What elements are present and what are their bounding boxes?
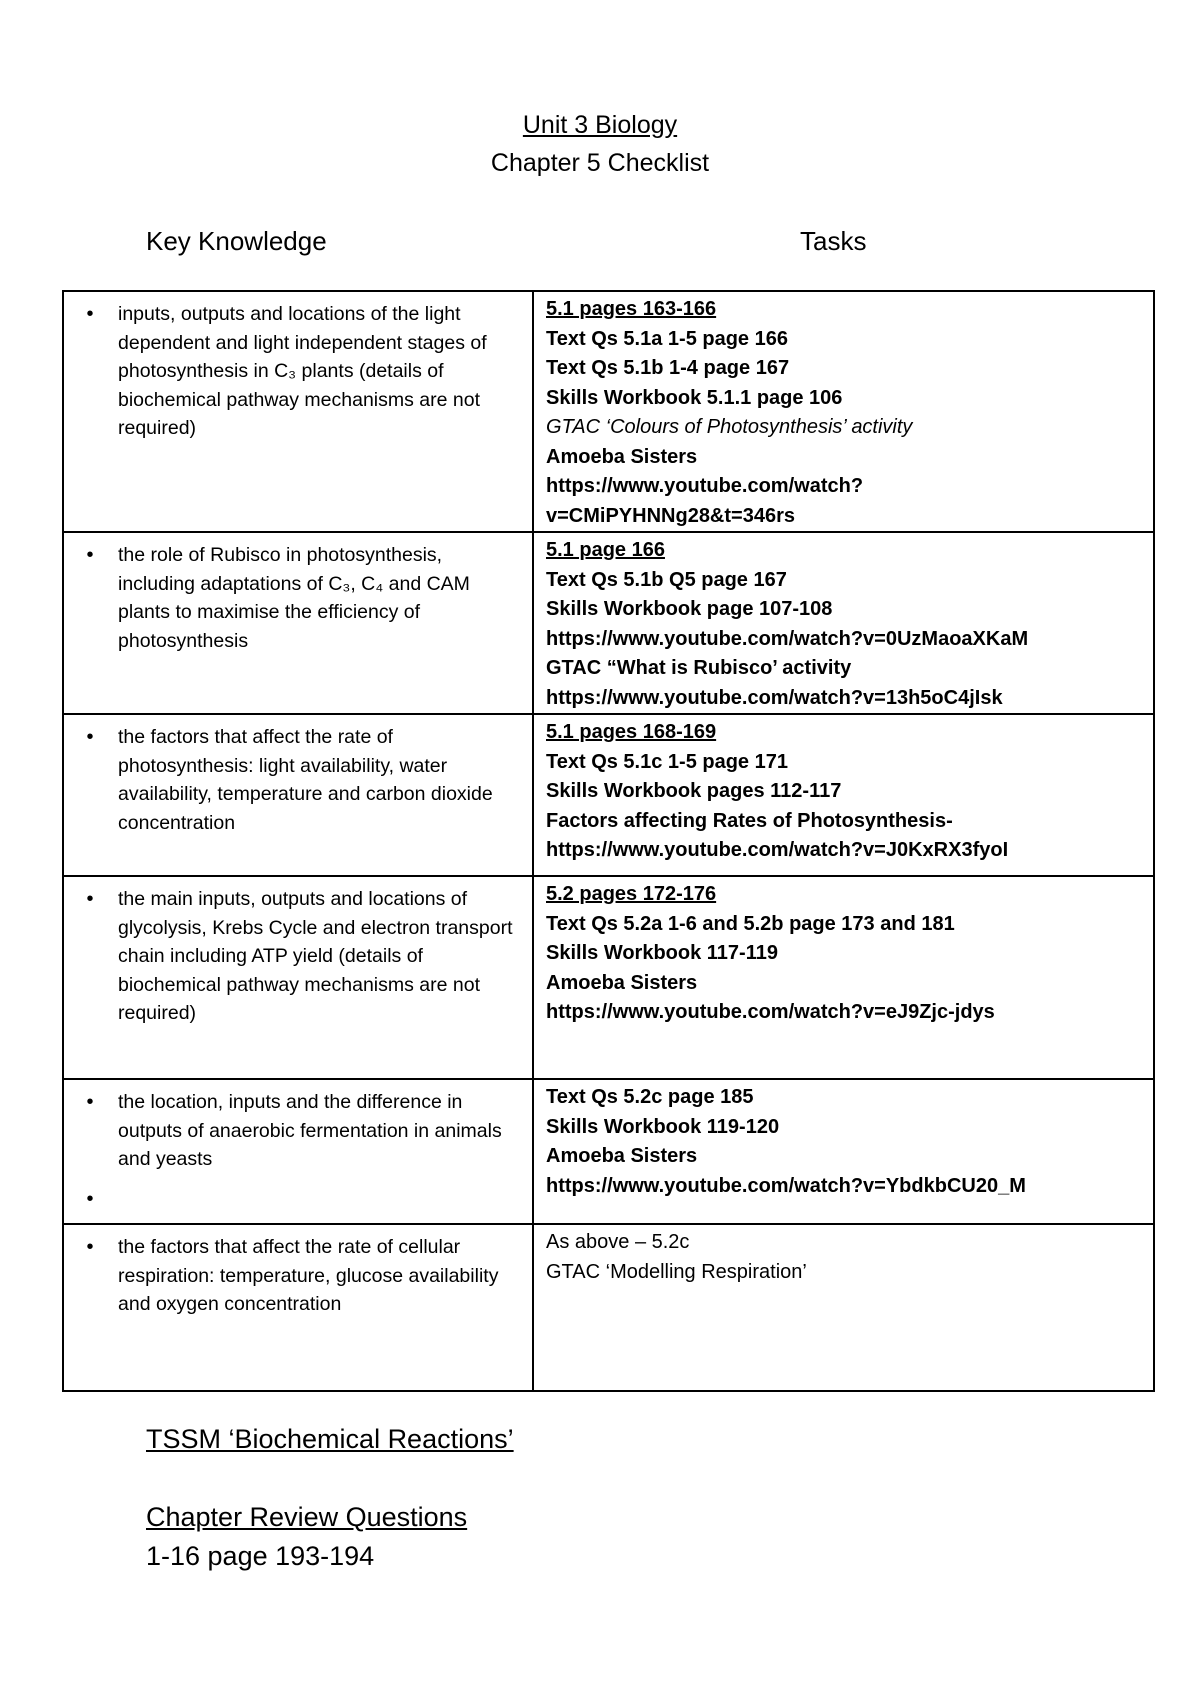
task-item: Skills Workbook 119-120	[546, 1115, 780, 1138]
bullet-icon: •	[86, 888, 94, 910]
key-knowledge-cell	[63, 532, 533, 714]
task-list	[534, 877, 1153, 1028]
page-title: Unit 3 Biology	[522, 111, 678, 139]
task-item: Text Qs 5.1b Q5 page 167	[546, 568, 787, 591]
key-knowledge-item	[64, 292, 532, 443]
task-video-link[interactable]: https://www.youtube.com/watch?v=0UzMaoaXKaM	[546, 627, 1029, 650]
key-knowledge-cell	[63, 1224, 533, 1391]
task-item: Amoeba Sisters	[546, 445, 698, 468]
task-item: Skills Workbook 117-119	[546, 942, 778, 964]
key-knowledge-item	[64, 1080, 532, 1174]
task-video-link[interactable]: https://www.youtube.com/watch?v=eJ9Zjc-jdys	[546, 1001, 995, 1023]
task-item: Text Qs 5.1b 1-4 page 167	[546, 357, 790, 379]
empty-bullet-item	[64, 1188, 532, 1216]
task-list	[534, 533, 1153, 713]
task-item: Skills Workbook page 107-108	[546, 598, 833, 620]
task-video-link[interactable]: https://www.youtube.com/watch?	[546, 475, 864, 497]
bullet-icon: •	[86, 726, 94, 748]
key-knowledge-heading: Key Knowledge	[146, 226, 327, 256]
checklist-row	[63, 291, 1154, 532]
task-item: Skills Workbook 5.1.1 page 106	[546, 386, 843, 409]
key-knowledge-cell	[63, 1079, 533, 1224]
task-item: Amoeba Sisters	[546, 971, 698, 994]
key-knowledge-item	[64, 877, 532, 1028]
bullet-icon: •	[86, 1091, 94, 1113]
task-video-link[interactable]: https://www.youtube.com/watch?v=13h5oC4jIsk	[546, 686, 1003, 709]
tasks-cell	[533, 1224, 1154, 1391]
key-knowledge-cell	[63, 876, 533, 1079]
task-item: As above – 5.2c	[546, 1231, 690, 1253]
task-video-link[interactable]: https://www.youtube.com/watch?v=J0KxRX3fyoI	[546, 839, 1009, 861]
task-item: 5.1 pages 168-169	[546, 721, 717, 743]
key-knowledge-cell	[63, 291, 533, 532]
page-subtitle: Chapter 5 Checklist	[490, 149, 710, 177]
checklist-row	[63, 1224, 1154, 1391]
title-block	[0, 106, 1200, 182]
checklist-row	[63, 1079, 1154, 1224]
chapter-review-pages: 1-16 page 193-194	[146, 1541, 375, 1571]
bullet-icon: •	[86, 1187, 94, 1210]
task-item: 5.2 pages 172-176	[546, 883, 717, 905]
task-item: Amoeba Sisters	[546, 1145, 698, 1167]
key-knowledge-item	[64, 533, 532, 655]
key-knowledge-text: the main inputs, outputs and locations of glycolysis, Krebs Cycle and electron transport chain including ATP yield (details of biochemical pathway mechanisms are not required)	[118, 888, 513, 1024]
task-item: Factors affecting Rates of Photosynthesis-	[546, 809, 953, 832]
tasks-heading: Tasks	[800, 226, 867, 256]
checklist-table	[62, 290, 1155, 1392]
tasks-cell	[533, 714, 1154, 876]
key-knowledge-text: the factors that affect the rate of cellular respiration: temperature, glucose availability and oxygen concentration	[118, 1236, 499, 1315]
key-knowledge-text: inputs, outputs and locations of the light dependent and light independent stages of photosynthesis in C₃ plants (details of biochemical pathway mechanisms are not required)	[118, 303, 487, 439]
task-item: Text Qs 5.2c page 185	[546, 1086, 754, 1108]
key-knowledge-item	[64, 715, 532, 837]
tasks-cell	[533, 1079, 1154, 1224]
key-knowledge-cell	[63, 714, 533, 876]
task-list	[534, 715, 1153, 866]
task-item: GTAC “What is Rubisco’ activity	[546, 657, 852, 679]
bullet-icon: •	[86, 1236, 94, 1258]
task-item: GTAC ‘Modelling Respiration’	[546, 1260, 807, 1283]
tasks-cell	[533, 291, 1154, 532]
task-item: Skills Workbook pages 112-117	[546, 780, 842, 802]
footer-block	[146, 1420, 514, 1576]
task-item: GTAC ‘Colours of Photosynthesis’ activity	[546, 416, 913, 438]
task-video-link[interactable]: https://www.youtube.com/watch?v=YbdkbCU20_M	[546, 1174, 1026, 1197]
checklist-row	[63, 876, 1154, 1079]
key-knowledge-text: the role of Rubisco in photosynthesis, including adaptations of C₃, C₄ and CAM plants to maximise the efficiency of photosynthesis	[118, 544, 470, 652]
checklist-row	[63, 714, 1154, 876]
bullet-icon: •	[86, 303, 94, 325]
task-list	[534, 1225, 1153, 1287]
key-knowledge-text: the location, inputs and the difference in outputs of anaerobic fermentation in animals and yeasts	[118, 1091, 502, 1170]
checklist-row	[63, 532, 1154, 714]
chapter-review-heading: Chapter Review Questions	[146, 1502, 468, 1532]
task-item: 5.1 page 166	[546, 539, 665, 561]
key-knowledge-item	[64, 1225, 532, 1319]
bullet-icon: •	[86, 544, 94, 566]
task-video-link[interactable]: v=CMiPYHNNg28&t=346rs	[546, 504, 795, 527]
key-knowledge-text: the factors that affect the rate of photosynthesis: light availability, water availability, temperature and carbon dioxide concentration	[118, 726, 493, 834]
task-item: 5.1 pages 163-166	[546, 298, 717, 320]
tasks-cell	[533, 532, 1154, 714]
tasks-cell	[533, 876, 1154, 1079]
task-list	[534, 1080, 1153, 1201]
task-item: Text Qs 5.2a 1-6 and 5.2b page 173 and 181	[546, 912, 955, 935]
task-item: Text Qs 5.1a 1-5 page 166	[546, 327, 788, 350]
tssm-heading: TSSM ‘Biochemical Reactions’	[146, 1424, 514, 1454]
task-list	[534, 292, 1153, 531]
task-item: Text Qs 5.1c 1-5 page 171	[546, 750, 788, 773]
